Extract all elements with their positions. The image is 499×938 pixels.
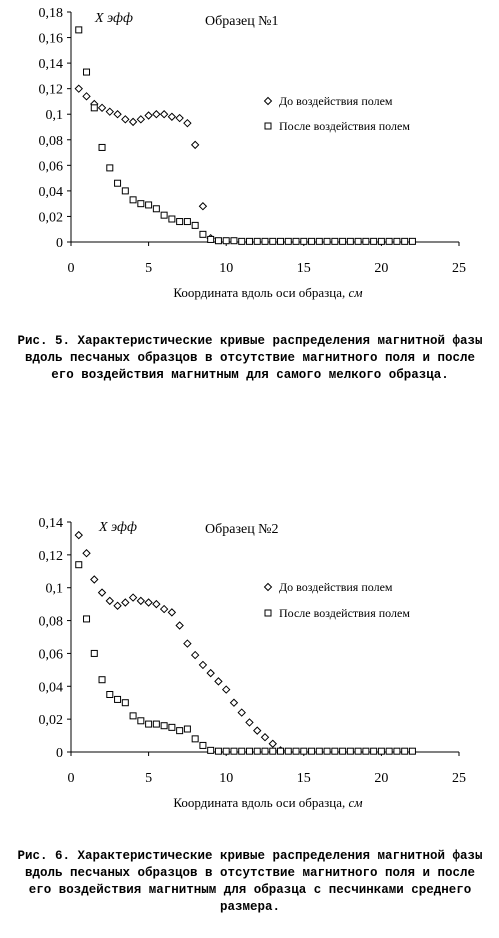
data-point-after-field <box>270 748 276 754</box>
data-point-after-field <box>394 748 400 754</box>
data-point-after-field <box>161 723 167 729</box>
y-tick-label: 0,14 <box>38 516 63 531</box>
data-point-after-field <box>254 238 260 244</box>
data-point-after-field <box>309 238 315 244</box>
data-point-after-field <box>231 748 237 754</box>
legend-label-before-field: До воздействия полем <box>279 580 393 594</box>
data-point-after-field <box>215 238 221 244</box>
data-point-before-field <box>153 601 160 608</box>
data-point-before-field <box>246 719 253 726</box>
data-point-after-field <box>138 718 144 724</box>
figure-caption-6: Рис. 6. Характеристические кривые распределения магнитной фазы вдоль песчаных образцов в отсутствие магнитного поля и после его воздействия магнитным для образца с песчинками среднего размера. <box>17 849 483 914</box>
data-point-after-field <box>324 238 330 244</box>
legend-label-before-field: До воздействия полем <box>279 94 393 108</box>
x-tick-label: 25 <box>452 771 466 786</box>
x-tick-label: 0 <box>67 261 75 276</box>
data-point-after-field <box>84 69 90 75</box>
data-point-after-field <box>215 748 221 754</box>
data-point-before-field <box>122 116 129 123</box>
data-point-before-field <box>230 699 237 706</box>
legend-label-after-field: После воздействия полем <box>279 119 410 133</box>
data-point-after-field <box>246 748 252 754</box>
data-point-after-field <box>91 105 97 111</box>
data-point-after-field <box>285 748 291 754</box>
data-point-after-field <box>316 748 322 754</box>
data-point-before-field <box>75 85 82 92</box>
y-tick-label: 0,02 <box>38 713 63 729</box>
data-point-before-field <box>184 640 191 647</box>
data-point-after-field <box>324 748 330 754</box>
x-tick-label: 25 <box>452 261 466 276</box>
data-point-after-field <box>363 748 369 754</box>
data-point-after-field <box>208 747 214 753</box>
data-point-after-field <box>293 238 299 244</box>
data-point-after-field <box>409 238 415 244</box>
data-point-after-field <box>91 650 97 656</box>
x-axis-label: Координата вдоль оси образца, см <box>173 285 363 300</box>
data-point-after-field <box>309 748 315 754</box>
data-point-before-field <box>130 594 137 601</box>
data-point-after-field <box>301 238 307 244</box>
data-point-after-field <box>208 236 214 242</box>
x-tick-label: 10 <box>219 261 234 276</box>
y-tick-label: 0,1 <box>45 581 63 597</box>
y-tick-label: 0,12 <box>38 548 63 564</box>
y-tick-label: 0 <box>56 746 63 761</box>
data-point-after-field <box>386 238 392 244</box>
data-point-after-field <box>363 238 369 244</box>
data-point-after-field <box>153 206 159 212</box>
y-tick-label: 0,06 <box>38 647 63 663</box>
data-point-before-field <box>168 113 175 120</box>
data-point-after-field <box>262 238 268 244</box>
x-tick-label: 5 <box>145 771 153 786</box>
data-point-after-field <box>402 748 408 754</box>
data-point-after-field <box>122 700 128 706</box>
chart-title: Образец №2 <box>205 522 279 537</box>
data-point-after-field <box>262 748 268 754</box>
data-point-after-field <box>378 238 384 244</box>
data-point-before-field <box>176 115 183 122</box>
x-tick-label: 20 <box>374 771 389 786</box>
data-point-before-field <box>269 740 276 747</box>
data-point-before-field <box>83 93 90 100</box>
data-point-before-field <box>91 576 98 583</box>
data-point-after-field <box>332 238 338 244</box>
data-point-after-field <box>409 748 415 754</box>
y-tick-label: 0,08 <box>38 614 63 630</box>
data-point-after-field <box>301 748 307 754</box>
data-point-before-field <box>223 686 230 693</box>
data-point-before-field <box>106 597 113 604</box>
data-point-after-field <box>192 736 198 742</box>
y-tick-label: 0,18 <box>38 6 63 21</box>
y-tick-label: 0,06 <box>38 159 63 175</box>
data-point-before-field <box>106 108 113 115</box>
x-tick-label: 20 <box>374 261 389 276</box>
data-point-before-field <box>99 589 106 596</box>
legend-marker-after-field <box>265 610 271 616</box>
legend-label-after-field: После воздействия полем <box>279 606 410 620</box>
data-point-after-field <box>99 677 105 683</box>
data-point-after-field <box>192 222 198 228</box>
data-point-before-field <box>168 609 175 616</box>
chart-sample-2 <box>0 508 499 828</box>
y-tick-label: 0,04 <box>38 680 63 696</box>
data-point-after-field <box>122 188 128 194</box>
data-point-after-field <box>340 238 346 244</box>
data-point-after-field <box>177 728 183 734</box>
data-point-before-field <box>122 599 129 606</box>
data-point-after-field <box>371 748 377 754</box>
x-axis-label: Координата вдоль оси образца, см <box>173 795 363 810</box>
chart-annotation: X эфф <box>95 11 133 26</box>
data-point-after-field <box>76 27 82 33</box>
data-point-after-field <box>161 212 167 218</box>
data-point-after-field <box>130 197 136 203</box>
y-tick-label: 0,16 <box>38 31 63 47</box>
data-point-before-field <box>145 599 152 606</box>
data-point-before-field <box>145 112 152 119</box>
data-point-after-field <box>223 748 229 754</box>
data-point-after-field <box>107 692 113 698</box>
data-point-after-field <box>169 724 175 730</box>
data-point-after-field <box>184 219 190 225</box>
data-point-after-field <box>76 562 82 568</box>
data-point-after-field <box>278 238 284 244</box>
y-tick-label: 0,1 <box>45 108 63 124</box>
data-point-after-field <box>347 238 353 244</box>
data-point-after-field <box>200 742 206 748</box>
data-point-after-field <box>402 238 408 244</box>
data-point-before-field <box>199 661 206 668</box>
data-point-before-field <box>114 602 121 609</box>
y-tick-label: 0,12 <box>38 82 63 98</box>
y-tick-label: 0 <box>56 236 63 251</box>
x-tick-label: 5 <box>145 261 153 276</box>
data-point-after-field <box>293 748 299 754</box>
data-point-after-field <box>394 238 400 244</box>
chart-title: Образец №1 <box>205 14 279 29</box>
data-point-after-field <box>386 748 392 754</box>
data-point-before-field <box>215 678 222 685</box>
data-point-before-field <box>130 118 137 125</box>
data-point-after-field <box>130 713 136 719</box>
data-point-after-field <box>200 231 206 237</box>
data-point-before-field <box>254 727 261 734</box>
data-point-after-field <box>115 180 121 186</box>
data-point-after-field <box>347 748 353 754</box>
data-point-before-field <box>238 709 245 716</box>
data-point-after-field <box>278 748 284 754</box>
data-point-after-field <box>99 144 105 150</box>
data-point-before-field <box>137 597 144 604</box>
data-point-after-field <box>239 238 245 244</box>
data-point-after-field <box>169 216 175 222</box>
data-point-before-field <box>75 532 82 539</box>
data-point-after-field <box>115 696 121 702</box>
data-point-after-field <box>332 748 338 754</box>
data-point-before-field <box>137 116 144 123</box>
data-point-before-field <box>262 734 269 741</box>
y-tick-label: 0,02 <box>38 210 63 226</box>
data-point-after-field <box>153 721 159 727</box>
x-tick-label: 15 <box>296 261 311 276</box>
data-point-after-field <box>231 238 237 244</box>
data-point-after-field <box>146 721 152 727</box>
data-point-after-field <box>177 219 183 225</box>
data-point-after-field <box>146 202 152 208</box>
data-point-after-field <box>239 748 245 754</box>
data-point-before-field <box>184 120 191 127</box>
data-point-before-field <box>153 111 160 118</box>
data-point-before-field <box>207 670 214 677</box>
legend-marker-after-field <box>265 123 271 129</box>
data-point-before-field <box>199 203 206 210</box>
y-tick-label: 0,04 <box>38 184 63 200</box>
legend-marker-before-field <box>265 584 272 591</box>
data-point-before-field <box>161 606 168 613</box>
x-tick-label: 10 <box>219 771 234 786</box>
data-point-before-field <box>114 111 121 118</box>
y-tick-label: 0,08 <box>38 133 63 149</box>
data-point-after-field <box>355 238 361 244</box>
data-point-after-field <box>246 238 252 244</box>
data-point-before-field <box>99 104 106 111</box>
data-point-before-field <box>161 111 168 118</box>
data-point-after-field <box>340 748 346 754</box>
data-point-after-field <box>223 238 229 244</box>
data-point-before-field <box>83 550 90 557</box>
data-point-after-field <box>254 748 260 754</box>
data-point-after-field <box>316 238 322 244</box>
data-point-before-field <box>176 622 183 629</box>
x-tick-label: 15 <box>296 771 311 786</box>
data-point-after-field <box>84 616 90 622</box>
data-point-after-field <box>107 165 113 171</box>
data-point-after-field <box>138 201 144 207</box>
figure-caption-5: Рис. 5. Характеристические кривые распределения магнитной фазы вдоль песчаных образцов в отсутствие магнитного поля и после его воздействия магнитным для самого мелкого образца. <box>17 334 483 382</box>
chart-annotation: X эфф <box>99 520 137 535</box>
legend-marker-before-field <box>265 98 272 105</box>
y-tick-label: 0,14 <box>38 57 63 73</box>
data-point-after-field <box>285 238 291 244</box>
data-point-after-field <box>371 238 377 244</box>
data-point-after-field <box>378 748 384 754</box>
data-point-after-field <box>355 748 361 754</box>
data-point-after-field <box>184 726 190 732</box>
data-point-before-field <box>192 141 199 148</box>
data-point-before-field <box>192 652 199 659</box>
chart-sample-1 <box>0 0 499 320</box>
x-tick-label: 0 <box>67 771 75 786</box>
data-point-after-field <box>270 238 276 244</box>
